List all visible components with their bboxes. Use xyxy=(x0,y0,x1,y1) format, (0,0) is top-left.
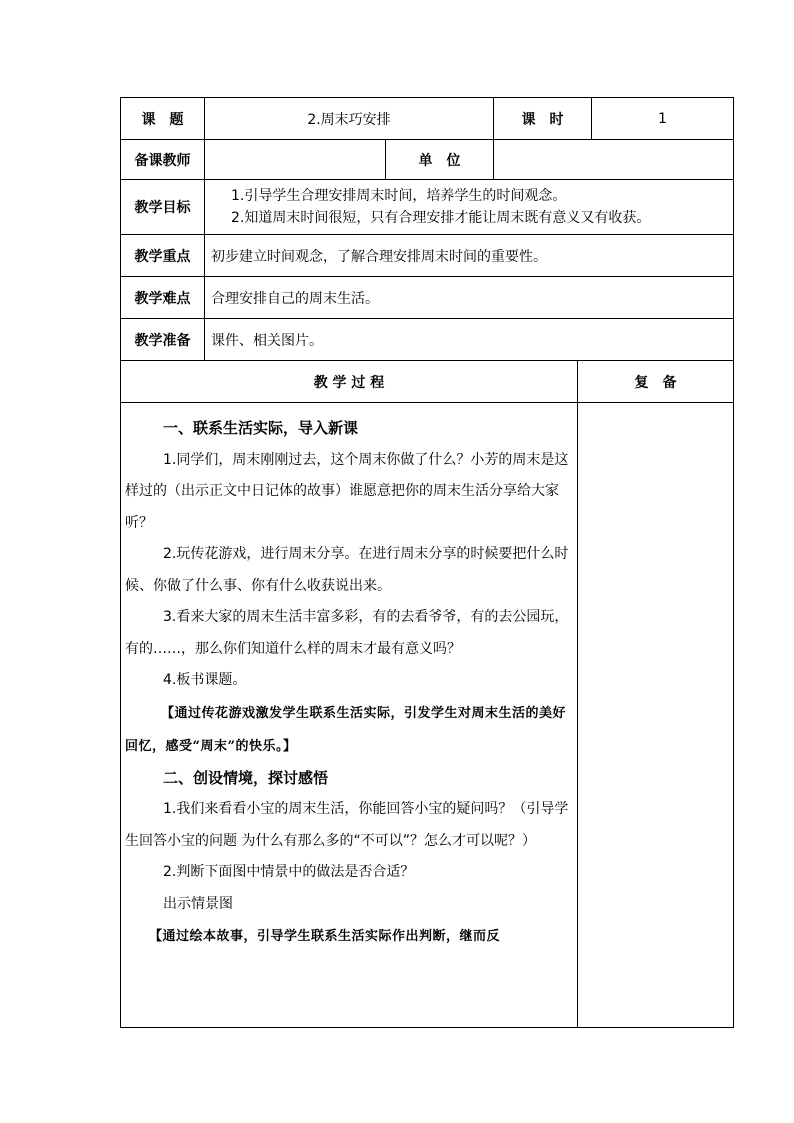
teacher-value xyxy=(205,140,386,180)
key-points-label: 教学重点 xyxy=(121,235,205,277)
unit-value xyxy=(494,140,734,180)
process-paragraph: 出示情景图 xyxy=(163,895,233,912)
difficulty-label: 教学难点 xyxy=(121,277,205,319)
goals-label: 教学目标 xyxy=(121,180,205,235)
process-paragraph: 1.同学们，周末刚刚过去，这个周末你做了什么？小芳的周末是这样过的（出示正文中日记体的故事）谁愿意把你的周末生活分享给大家听？ xyxy=(125,451,569,531)
key-points-row xyxy=(121,235,734,277)
teacher-row xyxy=(121,140,734,180)
preparation-label: 教学准备 xyxy=(121,319,205,361)
design-note: 【通过传花游戏激发学生联系生活实际，引发学生对周末生活的美好回忆，感受“周末”的快乐。】 xyxy=(125,705,567,754)
topic-label: 课 题 xyxy=(121,98,205,140)
topic-row xyxy=(121,98,734,140)
lesson-plan-table xyxy=(120,97,734,1028)
key-points-value: 初步建立时间观念，了解合理安排周末时间的重要性。 xyxy=(205,235,734,277)
process-content xyxy=(121,403,578,1028)
goal-item: 2.知道周末时间很短，只有合理安排才能让周末既有意义又有收获。 xyxy=(231,210,651,226)
process-paragraph: 2.判断下面图中情景中的做法是否合适？ xyxy=(163,864,415,880)
review-content xyxy=(578,403,734,1028)
process-paragraph: 3.看来大家的周末生活丰富多彩，有的去看爷爷，有的去公园玩，有的……，那么你们知道什么样的周末才最有意义吗？ xyxy=(125,609,569,657)
process-header-row xyxy=(121,361,734,403)
design-note: 【通过绘本故事，引导学生联系生活实际作出判断，继而反 xyxy=(149,929,501,944)
unit-label: 单 位 xyxy=(386,140,494,180)
difficulty-value: 合理安排自己的周末生活。 xyxy=(205,277,734,319)
period-value: 1 xyxy=(592,98,734,140)
topic-value: 2.周末巧安排 xyxy=(205,98,494,140)
process-paragraph: 2.玩传花游戏，进行周末分享。在进行周末分享的时候要把什么时候、你做了什么事、你有什么收获说出来。 xyxy=(125,546,569,594)
preparation-row xyxy=(121,319,734,361)
teacher-label: 备课教师 xyxy=(121,140,205,180)
review-header: 复 备 xyxy=(578,361,734,403)
section-heading: 二、创设情境，探讨感悟 xyxy=(163,768,329,787)
process-paragraph: 1.我们来看看小宝的周末生活，你能回答小宝的疑问吗？（引导学生回答小宝的问题 为什么有那么多的“不可以”？怎么才可以呢？） xyxy=(125,801,569,849)
preparation-value: 课件、相关图片。 xyxy=(205,319,734,361)
process-row xyxy=(121,403,734,1028)
goals-row xyxy=(121,180,734,235)
goals-value xyxy=(205,180,734,235)
section-heading: 一、联系生活实际，导入新课 xyxy=(163,419,359,437)
period-label: 课 时 xyxy=(494,98,592,140)
process-paragraph: 4.板书课题。 xyxy=(163,672,247,688)
process-header: 教 学 过 程 xyxy=(121,361,578,403)
difficulty-row xyxy=(121,277,734,319)
goal-item: 1.引导学生合理安排周末时间，培养学生的时间观念。 xyxy=(231,188,567,204)
